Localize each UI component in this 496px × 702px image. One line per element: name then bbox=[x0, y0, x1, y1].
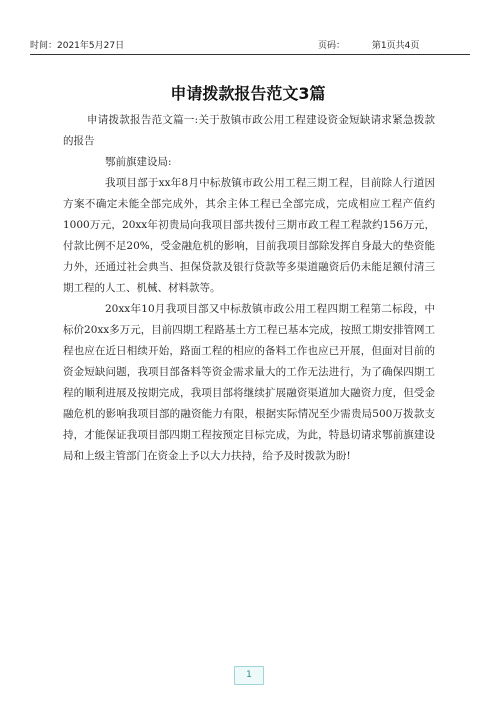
header-page-count: 第1页共4页 bbox=[371, 41, 420, 51]
paragraph-body-1: 我项目部于xx年8月中标敖镇市政公用工程三期工程，目前除人行道因方案不确定未能全部完成外，其余主体工程已全部完成，完成相应工程产值约1000万元，20xx年初贵局向我项目部共拨付三期市政工程工程款约156万元，付款比例不足20%，受金融危机的影响，目前我项目部除发挥自身最大的垫资能力外，还通过社会典当、担保贷款及银行贷款等多渠道融资后仍未能足额付清三期工程的人工、机械、材料款等。 bbox=[63, 177, 435, 294]
paragraph-subject: 申请拨款报告范文篇一:关于敖镇市政公用工程建设资金短缺请求紧急拨款的报告 bbox=[63, 114, 435, 147]
document-body bbox=[63, 110, 435, 467]
header-date: 时间：2021年5月27日 bbox=[30, 41, 125, 51]
header-page-info bbox=[318, 38, 419, 51]
header-page-label: 页码： bbox=[318, 41, 346, 51]
header-divider bbox=[30, 54, 470, 55]
page-number-badge: 1 bbox=[234, 666, 264, 685]
paragraph-salutation: 鄂前旗建设局: bbox=[105, 156, 172, 168]
paragraph-body-2: 20xx年10月我项目部又中标敖镇市政公用工程四期工程第二标段，中标价20xx多万元，目前四期工程路基土方工程已基本完成，按照工期安排管网工程也应在近日相续开始，路面工程的相应的备料工作也应已开展，但面对目前的资金短缺问题，我项目部备料等资金需求量大的工作无法进行，为了确保四期工程的顺利进展及按期完成，我项目部将继续扩展融资渠道加大融资力度，但受金融危机的影响我项目部的融资能力有限，根据实际情况至少需贵局500万拨款支持，才能保证我项目部四期工程按预定目标完成，为此，特恳切请求鄂前旗建设局和上级主管部门在资金上予以大力扶持，给予及时拨款为盼! bbox=[63, 303, 435, 462]
document-title: 申请拨款报告范文3篇 bbox=[170, 84, 326, 103]
